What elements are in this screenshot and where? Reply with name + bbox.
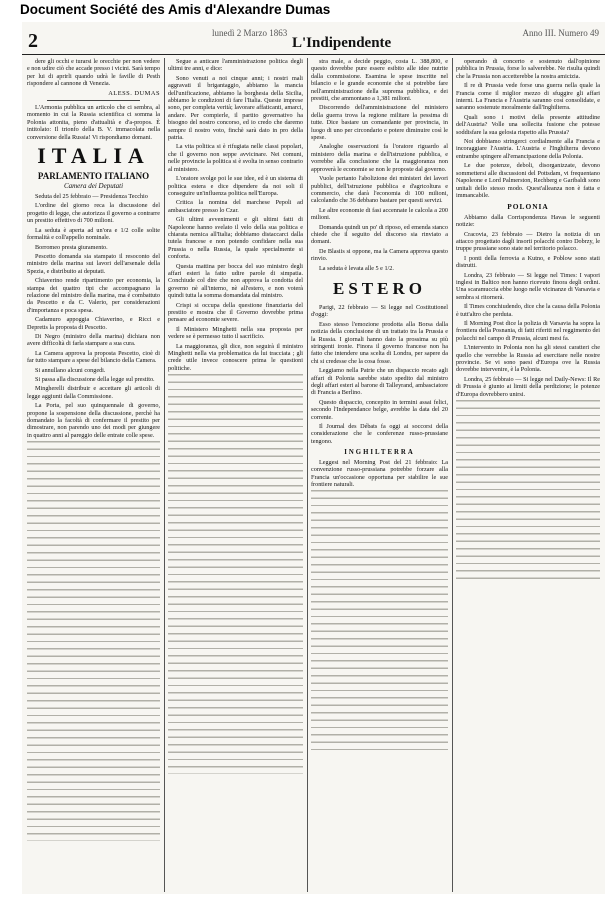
paragraph: Sono venuti a noi cinque anni; i nostri mali aggravati il brigantaggio, abbiamo la mancia dell'unificazione, abbiamo la borghesia della Sicilia, abbiamo le condizioni di fare l'Italia. Queste imprese sono, per completa verità; lavorare affaticanti, amarci, andare. Per compierle, il partito governativo ha bisogno del nostro concorso, ed io credo che daremo sempre il nostro voto, finchè sarà dato in pro della patria. bbox=[168, 74, 303, 142]
paragraph: Critica la nomina del marchese Pepoli ad ambasciatore presso lo Czar. bbox=[168, 199, 303, 214]
paragraph: Segue a anticare l'amministrazione politica degli ultimi tre anni, e dice: bbox=[168, 58, 303, 73]
masthead bbox=[22, 28, 605, 55]
paragraph: Quali sono i motivi della presente attitudine dell'Austria? Volle una sollecita fusione che potesse soddisfare la sua gelosia rispetto alla Prussia? bbox=[456, 113, 600, 136]
paragraph: Leggesi nel Morning Post del 21 febbraio: La convenzione russo-prussiana potrebbe forzare alla Francia un'occasione opportuna per stabilire le sue frontiere naturali. bbox=[311, 458, 448, 488]
paragraph: La Porta, pel suo quinquennale di governo, propone la sospensione della discussione, perchè ha domandato la facoltà di confermare il prestito per dimostrare, non parendo uno dei modi per giungere in quattro anni al pareggio delle entrate colle spese. bbox=[27, 402, 160, 439]
section-heading-italia: ITALIA bbox=[37, 143, 150, 169]
article-columns bbox=[22, 58, 605, 892]
column-divider bbox=[307, 58, 308, 892]
paragraph: Il Times conchiudendo, dice che la causa della Polonia è tutt'altro che perduta. bbox=[456, 303, 600, 318]
document-source-caption: Document Société des Amis d'Alexandre Dumas bbox=[20, 2, 331, 17]
paragraph: Borromeo presta giuramento. bbox=[35, 243, 108, 251]
newspaper-page bbox=[22, 22, 605, 894]
paragraph: Di Negro (ministro della marina) dichiara non avere difficoltà di farla stampare a sua cura. bbox=[27, 332, 160, 348]
paragraph: Il re di Prussia vede forse una guerra nella quale la Francia come il miglior mezzo di sfuggire gli affari interni. La Francia e l'Austria saranno così consolidate, e saranno sostenute moralmente dall'Inghilterra. bbox=[456, 82, 600, 112]
subheading-polonia: POLONIA bbox=[507, 202, 549, 212]
paragraph: L'intervento in Polonia non ha gli stessi caratteri che quello che verrebbe la Russia ad esercitare nelle nostre provincie. Se vi sono paesi d'Europa ove la Russia dovrebbe intervenire, è la Polonia. bbox=[456, 344, 600, 374]
subheading-inghilterra: INGHILTERRA bbox=[344, 449, 415, 457]
paragraph: Chiaverino rende ripartimento per economia, la stampa dei quattro tipi che accompagnano la relazione del ministro della marina, ma è combattuto da Pescetto e da C. Valerio, per considerazioni d'importanza e poca spesa. bbox=[27, 277, 160, 314]
paragraph: La seduta è aperta ad un'ora e 1/2 colle solite formalità e coll'appello nominale. bbox=[27, 226, 160, 242]
column-3 bbox=[311, 58, 448, 892]
paragraph: operando di concerto e sostenuto dall'opinione pubblica in Prussia, forse lo salverebbe. Ne risulta quindi che la Prussia non accetterebbe la nostra amicizia. bbox=[456, 58, 600, 80]
paragraph: stra male, a decide peggio, costa L. 388,800, e questo dovrebbe pure essere esibito alle idee nutrite dalla commissione. Esamina le spese inscritte nel bilancio e le grande economie che si potrebbe fare nell'amministrazione della suprema pubblica, e dei prestiti, che ammontano a 1,381 milioni. bbox=[311, 58, 448, 103]
paragraph: L'oratore svolge poi le sue idee, ed è un sistema di politica estera e dice dipendere da noi soli il conseguire un'influenza politica nell'Europa. bbox=[168, 175, 303, 197]
paragraph: I ponti della ferrovia a Kutno, e Poblow sono stati distrutti. bbox=[456, 254, 600, 270]
paragraph: Discorrendo dell'amministrazione del ministero della guerra trova la regione militare la pessima di tutte. Dice bastare un comandante per provincia, in luogo di uno per circondario e potere diminuire così le spese. bbox=[311, 104, 448, 142]
divider bbox=[47, 100, 140, 101]
column-divider bbox=[452, 58, 453, 892]
column-4 bbox=[456, 58, 600, 892]
paragraph: Cadamuro appoggia Chiaverino, e Ricci e Depretis la proposta di Pescetto. bbox=[27, 316, 160, 331]
paragraph: La vita politica si è rifugiata nelle classi popolari, che il governo non seppe avvicinare. Nei comuni, nelle provincie la politica si è svolta in senso contrario al ministero. bbox=[168, 143, 303, 173]
paragraph: Abbiamo dalla Corrispondenza Havas le seguenti notizie: bbox=[456, 213, 600, 229]
page-number: 2 bbox=[28, 30, 38, 52]
masthead-issue-info: Anno III. Numero 49 bbox=[522, 28, 599, 38]
paragraph: Crispi si occupa della questione finanziaria del prestito e mostra che il Governo dovrebbe prima pensare ad economie severe. bbox=[168, 301, 303, 324]
paragraph: Pescetto domanda sia stampato il resoconto del ministro della marina sui lavori dell'arsenale della Spezia, e distribuito ai deputati. bbox=[27, 252, 160, 275]
paragraph: Si annullano alcuni congedi. bbox=[35, 366, 106, 374]
masthead-date: lunedì 2 Marzo 1863 bbox=[212, 28, 288, 38]
column-2 bbox=[168, 58, 303, 892]
session-line: Seduta del 25 febbraio — Presidenza Tecchio bbox=[35, 193, 148, 201]
paragraph: Londra, 23 febbraio — Si legge nel Times: I vapori inglesi in Baltico non hanno ricevuto finora degli ordini. Una scaramuccia ebbe luogo nelle vicinanze di Varsavia e sembra si ritornerà. bbox=[456, 271, 600, 301]
paragraph: Gli ultimi avvenimenti e gli ultimi fatti di Napoleone hanno svelato il velo della sua politica e chiarata nemica all'Italia; dobbiamo distaccarci dalla tutela francese e non potendo confidare nella sua Prussia o nella Russia, la quale specialmente si conforta. bbox=[168, 216, 303, 261]
author-signature: ALESS. DUMAS bbox=[108, 89, 160, 97]
paragraph: Mingherelli distribuir e accettare gli articoli di legge aggiunti dalla Commissione. bbox=[27, 385, 160, 400]
body-text-lines bbox=[311, 490, 448, 750]
paragraph: Il Journal des Débats fa oggi ai soccorsi della considerazione che le conferenze russo-prussiane tengono. bbox=[311, 423, 448, 445]
paragraph: Analoghe osservazioni fa l'oratore riguardo al ministero della marina e dell'istruzione pubblica, e vorrebbe alla conclusione che la maggioranza non approverà le economie se non le proposte dal governo. bbox=[311, 143, 448, 173]
paragraph: Londra, 25 febbraio — Si legge nel Daily-News: Il Re di Prussia è giunto ai limiti della perdizione; le potenze d'Europa dovrebbero unirsi. bbox=[456, 375, 600, 398]
paragraph: Il Morning Post dice la polizia di Varsavia ha sopra la frontiera della Posnania, di fatti riferiti nel reggimento dei polacchi nel campo di Prussia, alcuni mesi fa. bbox=[456, 320, 600, 342]
paragraph: L'ordine del giorno reca la discussione del progetto di legge, che autorizza il governo a contrarre un prestito effettivo di 700 milioni. bbox=[27, 202, 160, 225]
subheading-parlamento: PARLAMENTO ITALIANO bbox=[37, 171, 150, 182]
dateline: Parigi, 22 febbraio — Si legge nel Costitutionel d'oggi: bbox=[311, 303, 448, 319]
paragraph: Cracovia, 23 febbraio — Dietro la notizia di un attacco progettato dagli insorti polacchi contro Dobrzy, le truppe prussiane sono state nel territorio polacco. bbox=[456, 230, 600, 253]
paragraph: De Blasiis si oppone, ma la Camera approva questo rinvio. bbox=[311, 247, 448, 263]
paragraph: Questo dispaccio, concepito in termini assai felici, secondo l'Independance belge, avrebbe la data del 20 corrente. bbox=[311, 398, 448, 421]
section-heading-estero: ESTERO bbox=[333, 278, 426, 298]
paragraph: La Camera approva la proposta Pescetto, cioè di far tutto stampare a spese del bilancio della Camera. bbox=[27, 349, 160, 365]
paragraph: Questa mattina per bocca del suo ministro degli affari esteri la fatto udire parole di simpatia. Conchiude col dire che non approva la condotta del governo nè all'interno, nè all'estero, e non voterà quindi tutta la somma domandata dal ministro. bbox=[168, 262, 303, 300]
body-text-lines bbox=[27, 441, 160, 841]
paragraph: Vuole pertanto l'abolizione dei ministeri dei lavori pubblici, dell'istruzione pubblica e d'agricoltura e commercio, che darà l'economia di 100 milioni, calcolando che 36 debbano bastare per questi servizi. bbox=[311, 175, 448, 205]
subheading-camera: Camera dei Deputati bbox=[63, 182, 124, 191]
paragraph: Le due potenze, deboli, disorganizzate, devono sommettersi alle discussioni del Pottsdam, vi frequentano Napoleone e Lord Palmerston, Rechberg e Garibaldi sono unitali dello stesso modo. Quest'alleanza non è fatta e immancabile. bbox=[456, 162, 600, 199]
paragraph: Si passa alla discussione della legge sul prestito. bbox=[35, 376, 155, 383]
paragraph: Le altre economie di fasi accennate le calcola a 200 milioni. bbox=[311, 206, 448, 222]
column-divider bbox=[164, 58, 165, 892]
paragraph: dere gli occhi e turarsi le orecchie per non vedere e non udire ciò che accade presso i vicini. Sarà tempo per lui di aprirli quando udrà le faville di Pesth rispondere al cannone di Venezia. bbox=[27, 58, 160, 88]
paragraph: Domanda quindi un po' di riposo, ed emenda stanco chiede che il seguito del discorso sia rinviato a domani. bbox=[311, 223, 448, 246]
masthead-paper-title: L'Indipendente bbox=[292, 35, 392, 51]
paragraph: Esso stesso l'emozione prodotta alla Borsa dalla notizia della conclusione di un trattato tra la Prussia e la Russia. I giornali hanno dato la prossima su più stringenti ironie. Finora il governo francese non ha fatto che intendere una scelta di Londra, per sapere da chi si credesse che la cosa fosse. bbox=[311, 320, 448, 365]
body-text-lines bbox=[168, 374, 303, 774]
column-1 bbox=[27, 58, 160, 892]
paragraph: Noi dobbiamo stringerci cordialmente alla Francia e incoraggiare l'Austria. L'Austria e l'Inghilterra devono entrambe spingere all'emancipazione della Polonia. bbox=[456, 138, 600, 160]
paragraph: La seduta è levata alle 5 e 1/2. bbox=[319, 264, 394, 272]
paragraph: Leggiamo nella Patrie che un dispaccio recato agli affari di Polonia sarebbe stato spedito dal ministro degli affari esteri al barone di Talleyrand, ambasciatore di Francia a Berlino. bbox=[311, 367, 448, 397]
body-text-lines bbox=[456, 400, 600, 580]
paragraph: La maggioranza, gli dice, non seguirà il ministro Minghetti nella via problematica da lui tracciata ; gli crede utile invece conoscere prima le questioni politiche. bbox=[168, 342, 303, 372]
paragraph: Il Ministero Minghetti nella sua proposta per vedere se è permesso tutto il sacrificio. bbox=[168, 325, 303, 341]
paragraph: L'Armonia pubblica un articolo che ci sembra, al momento in cui la Russia scientifica ci somma la Polonia attonita, pieno d'attualità e d'a-propos. È intitolato: Il trionfo della B. V. immacolata nella conversione della Russia! Vi rispondiamo domani. bbox=[27, 104, 160, 141]
